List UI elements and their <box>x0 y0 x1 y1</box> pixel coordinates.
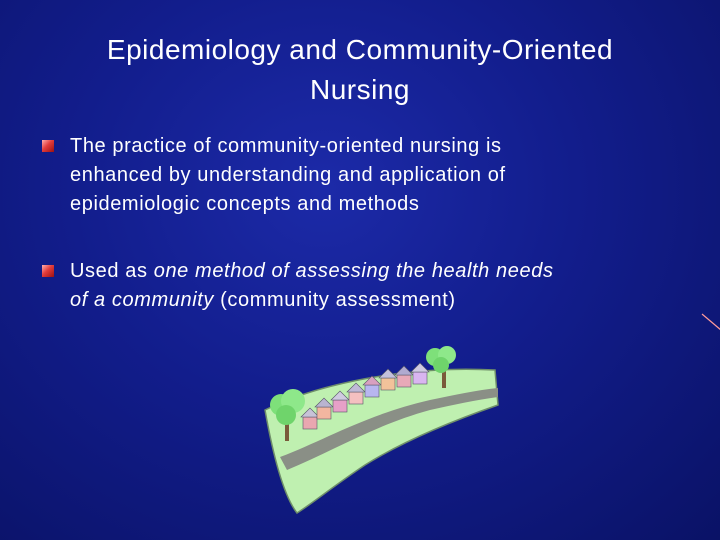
bullet-2-line-2 <box>70 286 682 315</box>
bullet-1-line-2: enhanced by understanding and application of <box>70 164 506 186</box>
bullet-marker-icon <box>42 265 54 277</box>
bullet-2-line-1 <box>70 257 682 286</box>
bullet-2-post: (community assessment) <box>214 289 456 311</box>
community-hill-houses-icon <box>255 345 500 520</box>
decorative-line-icon <box>700 310 720 340</box>
bullet-item-2 <box>42 257 682 315</box>
bullet-list <box>42 132 682 315</box>
bullet-2-emphasis-2: of a community <box>70 289 215 311</box>
bullet-marker-icon <box>42 140 54 152</box>
slide-title <box>40 30 680 110</box>
title-line-1: Epidemiology and Community-Oriented <box>106 34 614 65</box>
bullet-1-line-3: epidemiologic concepts and methods <box>70 193 420 215</box>
bullet-item-1 <box>42 132 682 219</box>
bullet-2-emphasis-1: one method of assessing the health needs <box>153 260 554 282</box>
bullet-1-line-1: The practice of community-oriented nursing is <box>70 135 502 157</box>
title-line-2: Nursing <box>310 74 410 105</box>
bullet-2-pre: Used as <box>70 260 154 282</box>
